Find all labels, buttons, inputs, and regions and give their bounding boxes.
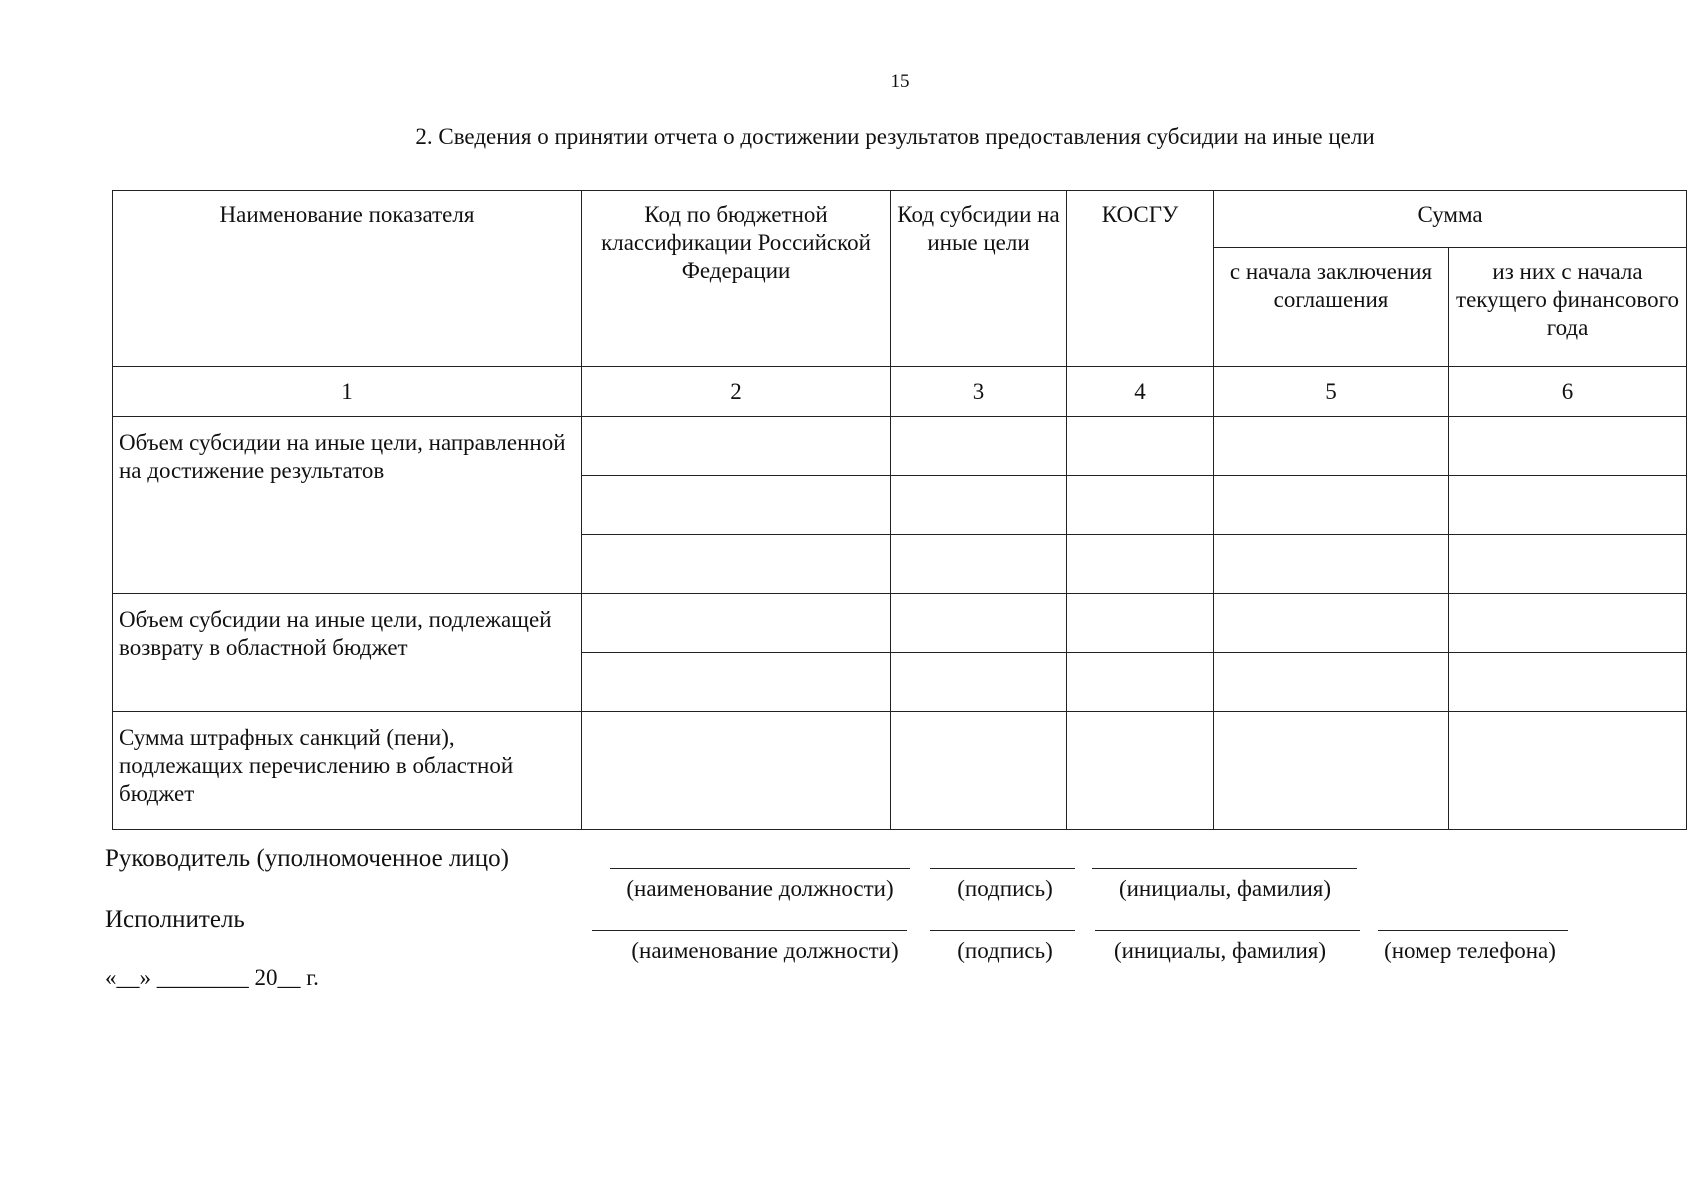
table-row [113,594,1687,653]
head-position-line [610,868,910,869]
executor-phone-line [1378,930,1568,931]
head-label: Руководитель (уполномоченное лицо) [105,845,510,872]
header-sum-current-year: из них с начала текущего финансового года [1449,248,1687,367]
table-cell [891,417,1067,476]
table-cell [582,653,891,712]
table-cell [1449,535,1687,594]
header-sum: Сумма [1214,191,1687,248]
table-cell [1214,653,1449,712]
row-label-achievement-volume: Объем субсидии на иные цели, направленной на достижение результатов [113,417,582,594]
table-cell [582,535,891,594]
table-cell [891,594,1067,653]
report-table [112,190,1687,830]
header-row [113,191,1687,248]
table-cell [891,476,1067,535]
table-cell [891,535,1067,594]
header-kosgu: КОСГУ [1067,191,1214,367]
table-cell [1067,594,1214,653]
table-cell [1067,712,1214,830]
table-row [113,712,1687,830]
head-initials-line [1092,868,1357,869]
table-cell [1214,417,1449,476]
head-caption-position: (наименование должности) [626,876,894,901]
executor-signature-line [930,930,1075,931]
executor-initials-line [1095,930,1360,931]
table-cell [1067,653,1214,712]
executor-caption-phone: (номер телефона) [1384,938,1556,963]
section-title: 2. Сведения о принятии отчета о достижении результатов предоставления субсидии на иные цели [415,124,1375,149]
table-cell [1449,712,1687,830]
column-number: 2 [582,367,891,417]
table-cell [1067,535,1214,594]
table-cell [1067,417,1214,476]
table-cell [1449,417,1687,476]
column-number: 3 [891,367,1067,417]
header-budget-code: Код по бюджетной классификации Российской Федерации [582,191,891,367]
head-signature-line [930,868,1075,869]
table-cell [1214,535,1449,594]
column-number: 1 [113,367,582,417]
column-numbers-row [113,367,1687,417]
table-cell [582,712,891,830]
table-cell [891,653,1067,712]
table-cell [582,476,891,535]
header-sum-from-agreement: с начала заключения соглашения [1214,248,1449,367]
column-number: 6 [1449,367,1687,417]
executor-caption-signature: (подпись) [957,938,1053,963]
table-cell [891,712,1067,830]
table-cell [1449,653,1687,712]
header-subsidy-code: Код субсидии на иные цели [891,191,1067,367]
date-line: «__» ________ 20__ г. [105,965,319,990]
table-cell [1214,476,1449,535]
column-number: 5 [1214,367,1449,417]
table-cell [1067,476,1214,535]
table-cell [1449,476,1687,535]
executor-caption-position: (наименование должности) [631,938,899,963]
table-cell [1449,594,1687,653]
table-cell [1214,594,1449,653]
row-label-penalties: Сумма штрафных санкций (пени), подлежащих перечислению в областной бюджет [113,712,582,830]
executor-label: Исполнитель [105,906,245,933]
column-number: 4 [1067,367,1214,417]
table-cell [1214,712,1449,830]
executor-caption-initials: (инициалы, фамилия) [1113,938,1327,963]
head-caption-signature: (подпись) [957,876,1053,901]
table-cell [582,594,891,653]
page-number: 15 [890,71,910,92]
row-label-return-volume: Объем субсидии на иные цели, подлежащей возврату в областной бюджет [113,594,582,712]
table-cell [582,417,891,476]
executor-position-line [592,930,907,931]
table-row [113,417,1687,476]
header-indicator: Наименование показателя [113,191,582,367]
head-caption-initials: (инициалы, фамилия) [1118,876,1332,901]
